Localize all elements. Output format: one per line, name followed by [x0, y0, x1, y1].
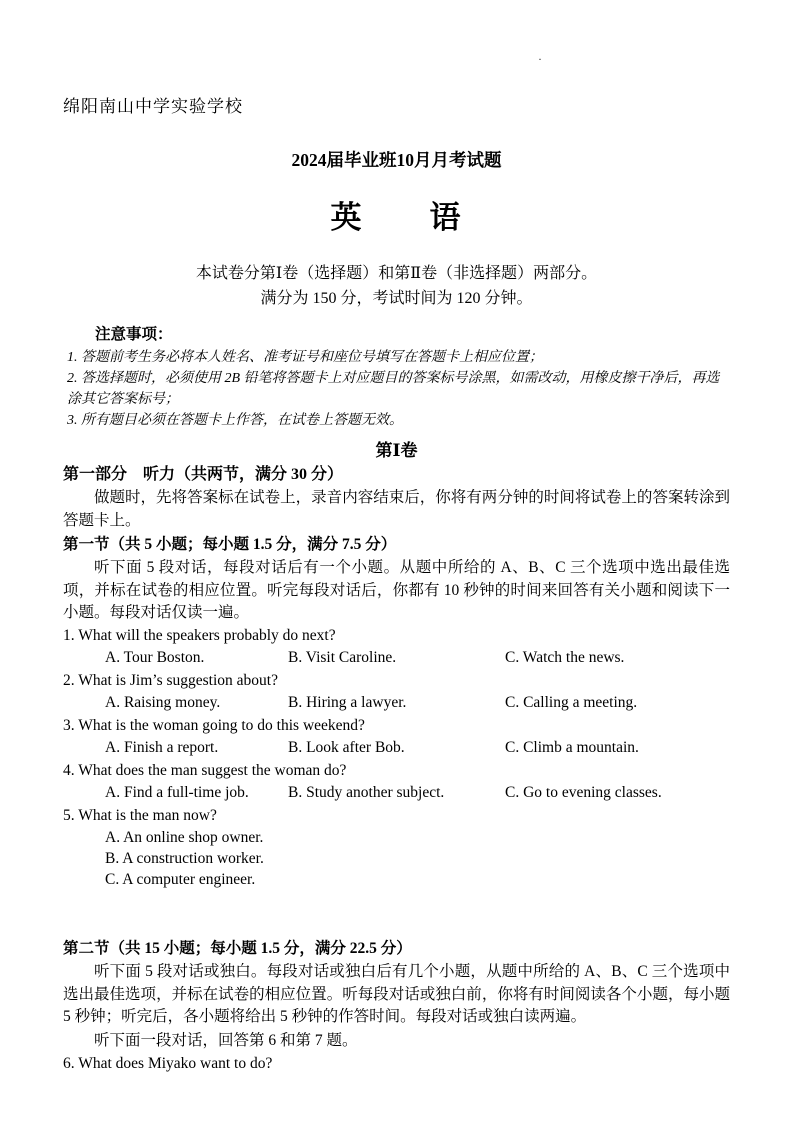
notice-heading: 注意事项： — [95, 326, 173, 343]
question-2-text: 2. What is Jim’s suggestion about? — [63, 671, 278, 689]
subject-title: 英 语 — [330, 200, 463, 235]
question-3-options — [63, 737, 730, 760]
volume-1-heading: 第Ⅰ卷 — [375, 441, 418, 460]
stray-ink-mark: · — [538, 52, 542, 66]
option-a: A. Finish a report. — [105, 739, 219, 756]
section-1-intro: 听下面 5 段对话，每段对话后有一个小题。从题中所给的 A、B、C 三个选项中选出最佳选项，并标在试卷的相应位置。听完每段对话后，你都有 10 秒钟的时间来回答有关小题和阅读下一小题。每段对话仅读一遍。 — [63, 559, 730, 621]
question-4 — [63, 760, 730, 805]
question-1 — [63, 625, 730, 670]
question-3 — [63, 715, 730, 760]
option-c: C. Go to evening classes. — [505, 784, 662, 801]
question-2-options — [63, 692, 730, 715]
option-b: B. Hiring a lawyer. — [288, 694, 407, 711]
notice-item-1: 1. 答题前考生务必将本人姓名、准考证号和座位号填写在答题卡上相应位置； — [67, 350, 543, 365]
section-gap — [63, 890, 730, 936]
part-1-intro: 做题时，先将答案标在试卷上，录音内容结束后，你将有两分钟的时间将试卷上的答案转涂到答题卡上。 — [63, 489, 730, 529]
exam-title: 2024届毕业班10月月考试题 — [291, 150, 502, 170]
school-name: 绵阳南山中学实验学校 — [63, 97, 243, 116]
notice-item-3: 3. 所有题目必须在答题卡上作答，在试卷上答题无效。 — [67, 413, 403, 428]
option-a: A. Tour Boston. — [105, 649, 205, 666]
option-b: B. Visit Caroline. — [288, 649, 397, 666]
question-4-options — [63, 782, 730, 805]
section-2-heading: 第二节（共 15 小题；每小题 1.5 分，满分 22.5 分） — [63, 940, 412, 957]
question-4-text: 4. What does the man suggest the woman do? — [63, 761, 347, 779]
option-a: A. Find a full-time job. — [105, 784, 249, 801]
option-c: C. Calling a meeting. — [505, 694, 638, 711]
option-b: B. A construction worker. — [105, 850, 264, 867]
question-5-text: 5. What is the man now? — [63, 806, 217, 824]
intro-line-1: 本试卷分第Ⅰ卷（选择题）和第Ⅱ卷（非选择题）两部分。 — [195, 265, 598, 282]
option-c: C. A computer engineer. — [105, 871, 256, 888]
question-6-text: 6. What does Miyako want to do? — [63, 1054, 273, 1072]
question-2 — [63, 670, 730, 715]
intro-line-2: 满分为 150 分，考试时间为 120 分钟。 — [260, 290, 533, 307]
question-5 — [63, 805, 730, 891]
option-b: B. Study another subject. — [288, 784, 445, 801]
section-2-intro: 听下面 5 段对话或独白。每段对话或独白后有几个小题，从题中所给的 A、B、C 三个选项中选出最佳选项，并标在试卷的相应位置。听每段对话或独白前，你将有时间阅读各个小题，每小题 5 秒钟；听完后，各小题将给出 5 秒钟的作答时间。每段对话或独白读两遍。 — [63, 963, 730, 1025]
question-1-options — [63, 647, 730, 670]
option-b: B. Look after Bob. — [288, 739, 405, 756]
option-c: C. Watch the news. — [505, 649, 625, 666]
notice-list — [63, 347, 730, 431]
part-1-heading: 第一部分 听力（共两节，满分 30 分） — [63, 466, 344, 483]
section-1-heading: 第一节（共 5 小题；每小题 1.5 分，满分 7.5 分） — [63, 536, 397, 553]
option-a: A. Raising money. — [105, 694, 221, 711]
exam-intro — [63, 261, 730, 311]
question-1-text: 1. What will the speakers probably do next? — [63, 626, 336, 644]
notice-item-2: 2. 答选择题时，必须使用 2B 铅笔将答题卡上对应题目的答案标号涂黑，如需改动，用橡皮擦干净后，再选涂其它答案标号； — [67, 371, 720, 407]
option-c: C. Climb a mountain. — [505, 739, 639, 756]
question-3-text: 3. What is the woman going to do this weekend? — [63, 716, 365, 734]
dialogue-instruction: 听下面一段对话，回答第 6 和第 7 题。 — [94, 1031, 358, 1049]
option-a: A. An online shop owner. — [105, 829, 264, 846]
question-5-options — [63, 827, 730, 890]
